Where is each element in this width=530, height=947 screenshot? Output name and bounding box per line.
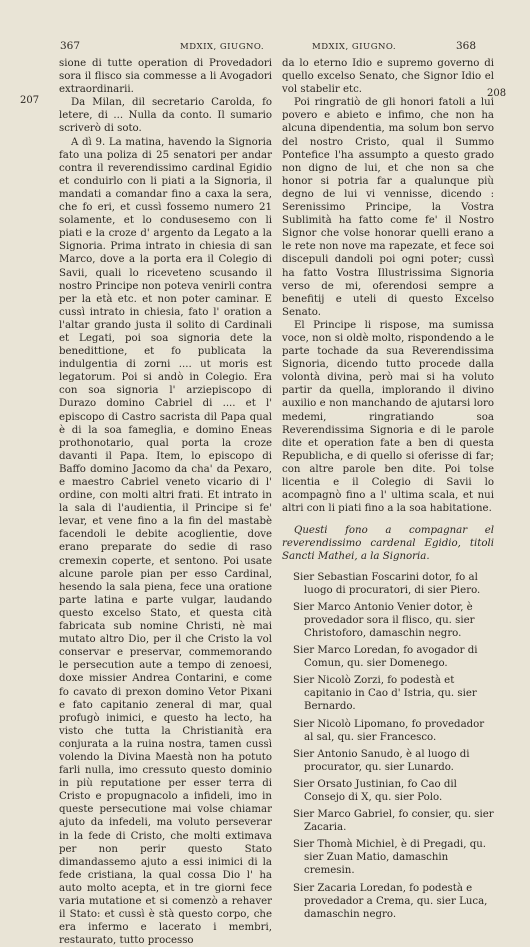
right-running-title: MDXIX, GIUGNO.: [312, 42, 397, 52]
list-item: Sier Marco Antonio Venier dotor, è provedador sora il flisco, qu. sier Christoforo, damaschin negro.: [293, 601, 475, 639]
attendee-list: [282, 571, 494, 921]
paragraph: A dì 9. La matina, havendo la Signoria fato una poliza di 25 senatori per andar contra il reverendissimo cardinal Egidio et conduirlo con li piati a la Signoria, il mandati a comandar fino a caxa la sera, che fo eri, et cussì fossemo numero 21 solamente, et lo condusesemo con li piati e la croze d' argento da Legato a la Signoria. Prima intrato in chiesia di san Marco, dove a la porta era il Colegio di Savii, quali lo riceveteno scusando il nostro Principe non poteva venirli contra per la età etc. et non poter caminar. E cussì intrato in chiesia, fato l' oration a l'altar grando justa il solito di Cardinali et Legati, poi soa signoria dete la benedittione, et fo publicata la indulgentia di zorni .... ut moris est legatorum. Poi si andò in Colegio. Era con soa signoria l' arziepiscopo di Durazo domino Cabriel di .... et l' episcopo di Castro sacrista dil Papa qual è di la soa fameglia, e domino Eneas prothonotario, qual porta la croze davanti il Papa. Item, lo episcopo di Baffo domino Jacomo da cha' da Pexaro, e maestro Cabriel veneto vicario di l' ordine, con molti altri frati. Et intrato in la sala di l'audientia, il Principe si fe' levar, et vene fino a la fin del mastabè facendoli le debite acoglientie, dove erano preparate do sedie di raso cremexin coperte, et sentono. Poi usate alcune parole pian per esso Cardinal, hesendo la sala piena, fece una oratione parte latina e parte vulgar, laudando questo excelso Stato, et questa cità fabricata sub nomine Christi, nè mai mutato altro Dio, per il che Cristo la vol conservar e preservar, commemorando le persecution aute a tempo di zenoesi, doxe missier Andrea Contarini, e come fo cavato di prexon domino Vetor Pixani e fato capitanio zeneral di mar, qual profugò inimici, e questo ha lecto, ha visto che tutta la Christianità era conjurata a la ruina nostra, tamen cussì volendo la Divina Maestà non ha potuto farli nulla, imo cressuto questo dominio in più reputatione per esser terra di Cristo e propugnacolo a infideli, imo in queste persecutione mai volse chiamar ajuto da infedeli, ma voluto perseverar in la fede di Cristo, che molti extimava per non perir questo Stato dimandassemo ajuto a essi inimici di la fede cristiana, la qual cossa Dio l' ha auto molto acepta, et in tre giorni fece varia mutatione et si comenzò a rehaver il Stato: et cussì è stà questo corpo, che era infermo e lacerato i membri, restaurato, tutto processo: [59, 136, 272, 947]
paragraph: Da Milan, dil secretario Carolda, fo letere, di ... Nulla da conto. Il sumario scriverò di soto.: [59, 97, 272, 135]
list-item: Sier Orsato Justinian, fo Cao dil Consejo di X, qu. sier Polo.: [293, 778, 457, 803]
list-item: Sier Zacaria Loredan, fo podestà e provedador a Crema, qu. sier Luca, damaschin negro.: [293, 882, 488, 920]
running-header: [0, 40, 530, 56]
left-page-number: 367: [60, 40, 81, 52]
list-item: Sier Nicolò Zorzi, fo podestà et capitanio in Cao d' Istria, qu. sier Bernardo.: [293, 675, 477, 713]
paragraph: Poi ringratiò de gli honori fatoli a lui povero e abieto e infimo, che non ha alcuna dipendentia, ma solum bon servo del nostro Cristo, qual il Summo Pontefice l'ha assumpto a questo grado non digno de lui, et che non sa che honor si potria far a qualunque più degno de lui vi vennisse, dicendo : Serenissimo Principe, la Vostra Sublimità ha fatto come fe' il Nostro Signor che volse honorar quelli erano a le rete non nove ma rapezate, et fece soi discepuli dandoli poi ogni poter; cussì ha fatto Vostra Illustrissima Signoria verso de mi, oferendosi sempre a benefitij e uteli di questo Excelso Senato.: [282, 97, 494, 318]
left-text-column: [59, 57, 272, 947]
list-item: Sier Antonio Sanudo, è al luogo di procurator, qu. sier Lunardo.: [293, 748, 470, 773]
left-running-title: MDXIX, GIUGNO.: [180, 42, 265, 52]
list-item: Sier Thomà Michiel, è di Pregadi, qu. sier Zuan Matio, damaschin cremesin.: [293, 839, 487, 877]
list-item: Sier Marco Loredan, fo avogador di Comun, qu. sier Domenego.: [293, 645, 478, 670]
paragraph: El Principe li rispose, ma sumissa voce, non si oldè molto, rispondendo a le parte tochade da sua Reverendissima Signoria, dicendo tutto procede dalla volontà divina, però mai si ha voluto partir da quella, implorando il divino auxilio e non manchando de ajutarsi loro medemi, ringratiando soa Reverendissima Signoria e di le parole dite et operation fate a ben di questa Republicha, e di quello si oferisse di far; con altre parole ben dite. Poi tolse licentia e il Colegio di Savii lo acompagnò fino a l' ultima scala, et nui altri con li piati fino a la soa habitatione.: [282, 319, 494, 515]
paragraph: da lo eterno Idio e supremo governo di quello excelso Senato, che Signor Idio el vol stabelir etc.: [282, 58, 494, 96]
paragraph: sione di tutte operation di Provedadori sora il flisco sia commesse a li Avogadori extraordinarii.: [59, 58, 272, 96]
list-item: Sier Sebastian Foscarini dotor, fo al luogo di procuratori, di sier Piero.: [293, 571, 481, 596]
right-margin-number: 208: [487, 88, 507, 99]
section-heading: Questi fono a compagnar el reverendissimo cardenal Egidio, titoli Sancti Mathei, a la Signoria.: [282, 525, 494, 563]
list-item: Sier Marco Gabriel, fo consier, qu. sier Zacaria.: [293, 809, 494, 834]
list-item: Sier Nicolò Lipomano, fo provedador al sal, qu. sier Francesco.: [293, 718, 485, 743]
right-text-column: [282, 57, 494, 921]
left-margin-number: 207: [20, 95, 40, 106]
right-page-number: 368: [456, 40, 477, 52]
